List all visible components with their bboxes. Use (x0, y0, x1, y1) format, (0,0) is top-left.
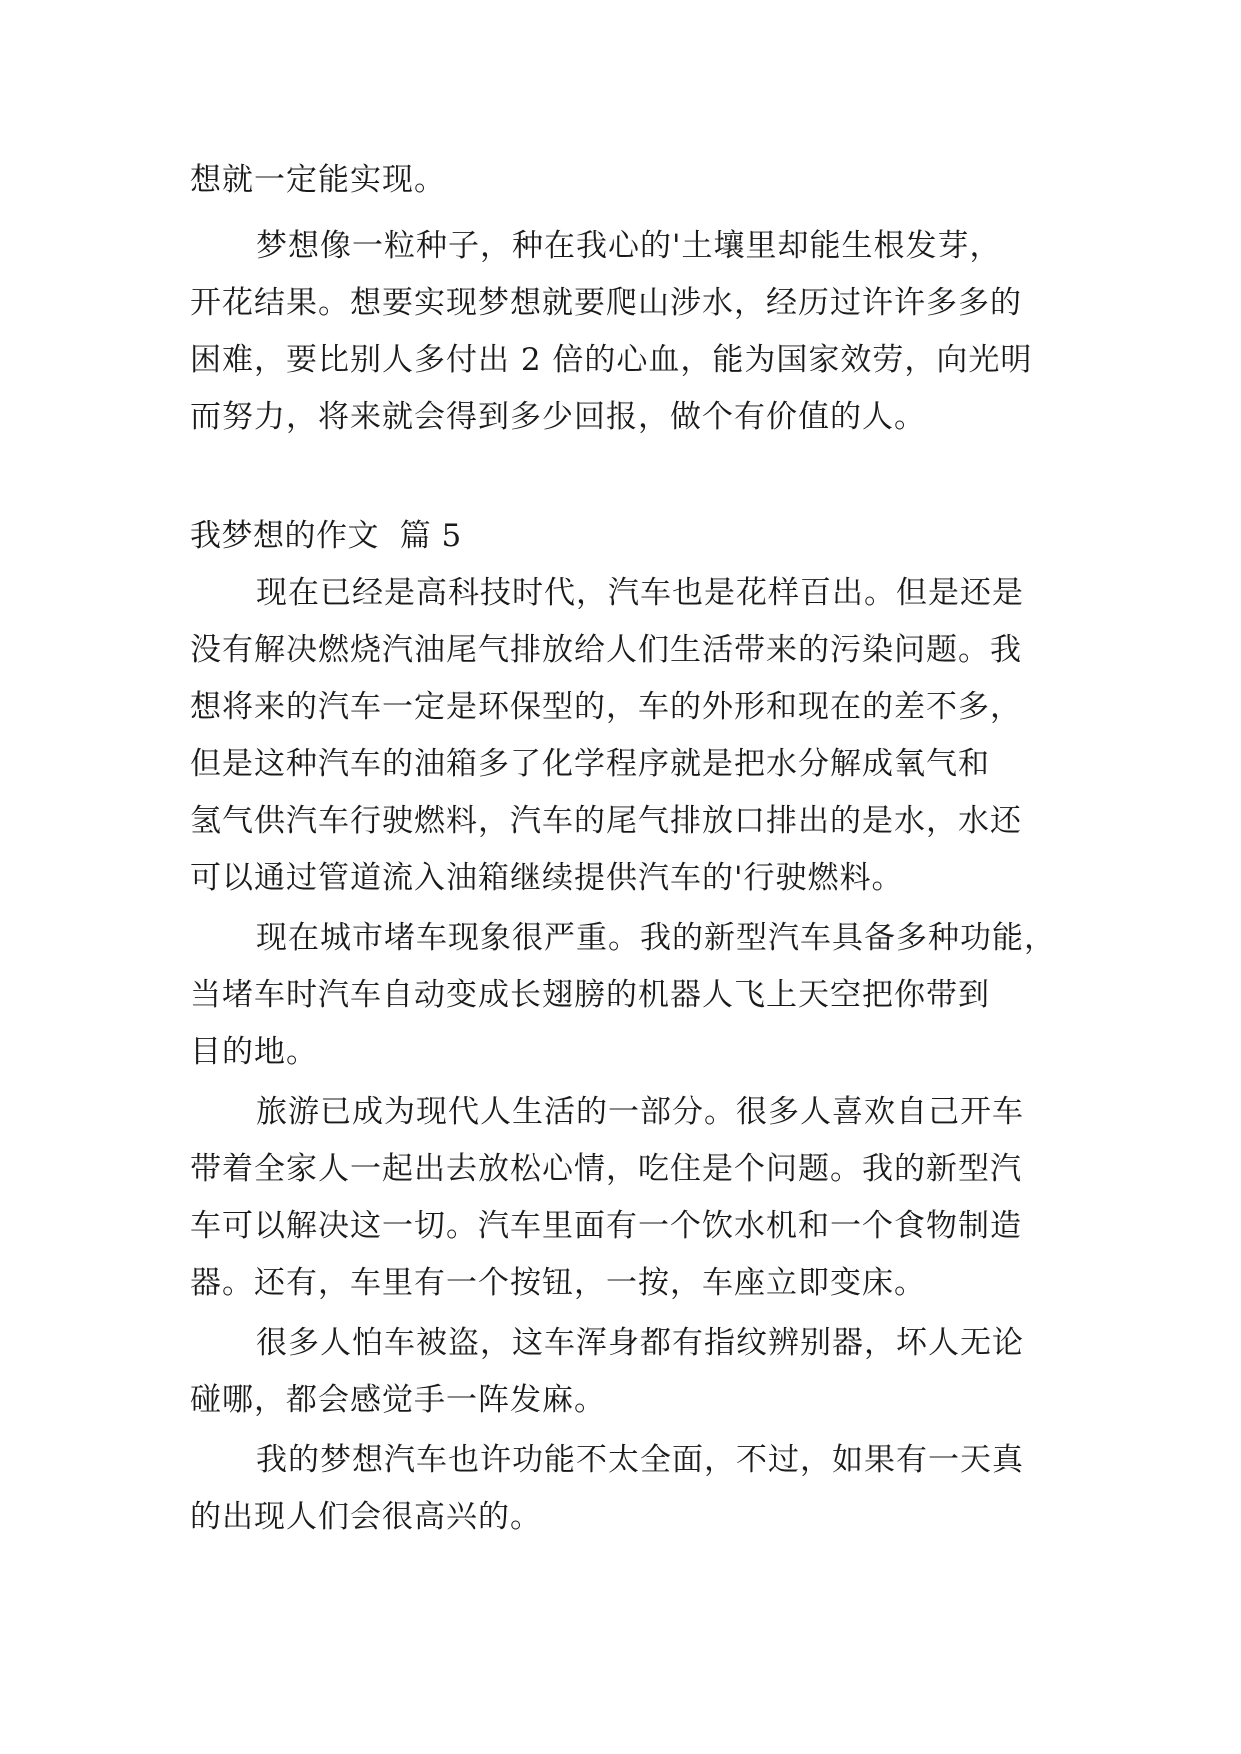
text-line: 现在城市堵车现象很严重。我的新型汽车具备多种功能， (256, 920, 1056, 956)
text-line: 想将来的汽车一定是环保型的，车的外形和现在的差不多， (190, 689, 1022, 725)
text-line: 碰哪，都会感觉手一阵发麻。 (190, 1382, 606, 1418)
text-line: 但是这种汽车的油箱多了化学程序就是把水分解成氧气和 (190, 746, 990, 782)
text-line: 氢气供汽车行驶燃料，汽车的尾气排放口排出的是水，水还 (190, 803, 1022, 839)
text-line: 梦想像一粒种子，种在我心的'土壤里却能生根发芽， (256, 228, 1002, 264)
text-line: 我的梦想汽车也许功能不太全面，不过，如果有一天真 (256, 1442, 1024, 1478)
text-line: 当堵车时汽车自动变成长翅膀的机器人飞上天空把你带到 (190, 977, 990, 1013)
text-line: 而努力，将来就会得到多少回报，做个有价值的人。 (190, 399, 926, 435)
text-line: 的出现人们会很高兴的。 (190, 1499, 542, 1535)
text-line: 很多人怕车被盗，这车浑身都有指纹辨别器，坏人无论 (256, 1325, 1024, 1361)
text-line: 旅游已成为现代人生活的一部分。很多人喜欢自己开车 (256, 1094, 1024, 1130)
text-line: 车可以解决这一切。汽车里面有一个饮水机和一个食物制造 (190, 1208, 1022, 1244)
text-line: 困难，要比别人多付出 2 倍的心血，能为国家效劳，向光明 (190, 342, 1033, 378)
text-line: 器。还有，车里有一个按钮，一按，车座立即变床。 (190, 1265, 926, 1301)
text-line: 没有解决燃烧汽油尾气排放给人们生活带来的污染问题。我 (190, 632, 1022, 668)
text-line: 可以通过管道流入油箱继续提供汽车的'行驶燃料。 (190, 860, 904, 896)
section-heading: 我梦想的作文 篇 5 (190, 518, 462, 554)
text-line: 开花结果。想要实现梦想就要爬山涉水，经历过许许多多的 (190, 285, 1022, 321)
text-line: 带着全家人一起出去放松心情，吃住是个问题。我的新型汽 (190, 1151, 1022, 1187)
text-line: 目的地。 (190, 1034, 318, 1070)
text-line: 想就一定能实现。 (190, 162, 446, 198)
text-line: 现在已经是高科技时代，汽车也是花样百出。但是还是 (256, 575, 1024, 611)
